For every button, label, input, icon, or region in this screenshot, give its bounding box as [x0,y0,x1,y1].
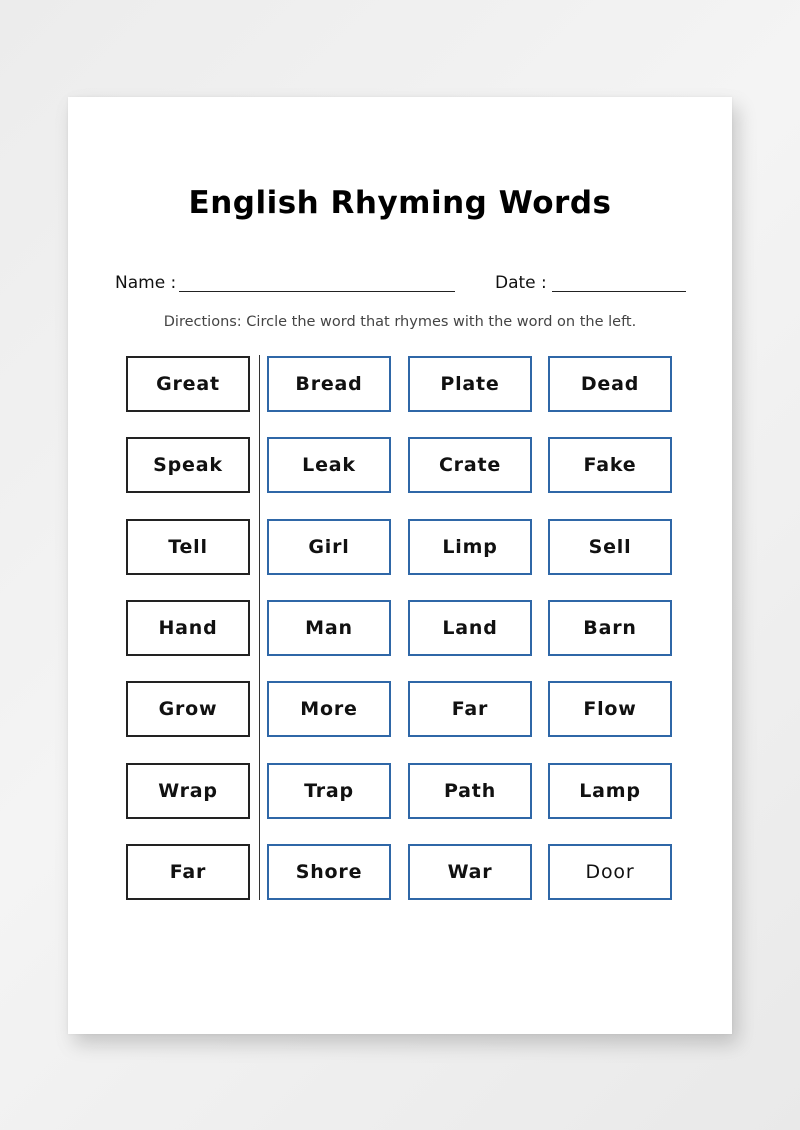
worksheet-page [68,97,732,1034]
option-word[interactable]: Plate [408,356,532,412]
worksheet-title: English Rhyming Words [188,185,612,221]
student-info-fields [68,273,732,297]
option-word[interactable]: More [267,681,391,737]
option-word[interactable]: Path [408,763,532,819]
name-line[interactable] [179,291,455,292]
option-word[interactable]: Man [267,600,391,656]
target-word: Hand [126,600,250,656]
directions-text: Directions: Circle the word that rhymes with the word on the left. [163,314,637,330]
option-word[interactable]: Girl [267,519,391,575]
rhyme-row [68,763,732,819]
target-word: Tell [126,519,250,575]
option-word[interactable]: War [408,844,532,900]
name-label: Name : [115,273,177,293]
option-word[interactable]: Flow [548,681,672,737]
option-word[interactable]: Barn [548,600,672,656]
date-line[interactable] [552,291,686,292]
rhyme-row [68,681,732,737]
target-word: Speak [126,437,250,493]
option-word[interactable]: Door [548,844,672,900]
rhyme-row [68,600,732,656]
rhyme-row [68,437,732,493]
option-word[interactable]: Shore [267,844,391,900]
rhyme-row [68,356,732,412]
option-word[interactable]: Bread [267,356,391,412]
option-word[interactable]: Fake [548,437,672,493]
option-word[interactable]: Far [408,681,532,737]
rhyme-row [68,519,732,575]
option-word[interactable]: Trap [267,763,391,819]
option-word[interactable]: Crate [408,437,532,493]
target-word: Far [126,844,250,900]
rhyme-row [68,844,732,900]
option-word[interactable]: Lamp [548,763,672,819]
target-word: Great [126,356,250,412]
option-word[interactable]: Limp [408,519,532,575]
target-word: Wrap [126,763,250,819]
option-word[interactable]: Land [408,600,532,656]
option-word[interactable]: Dead [548,356,672,412]
target-word: Grow [126,681,250,737]
option-word[interactable]: Sell [548,519,672,575]
date-label: Date : [495,273,547,293]
option-word[interactable]: Leak [267,437,391,493]
